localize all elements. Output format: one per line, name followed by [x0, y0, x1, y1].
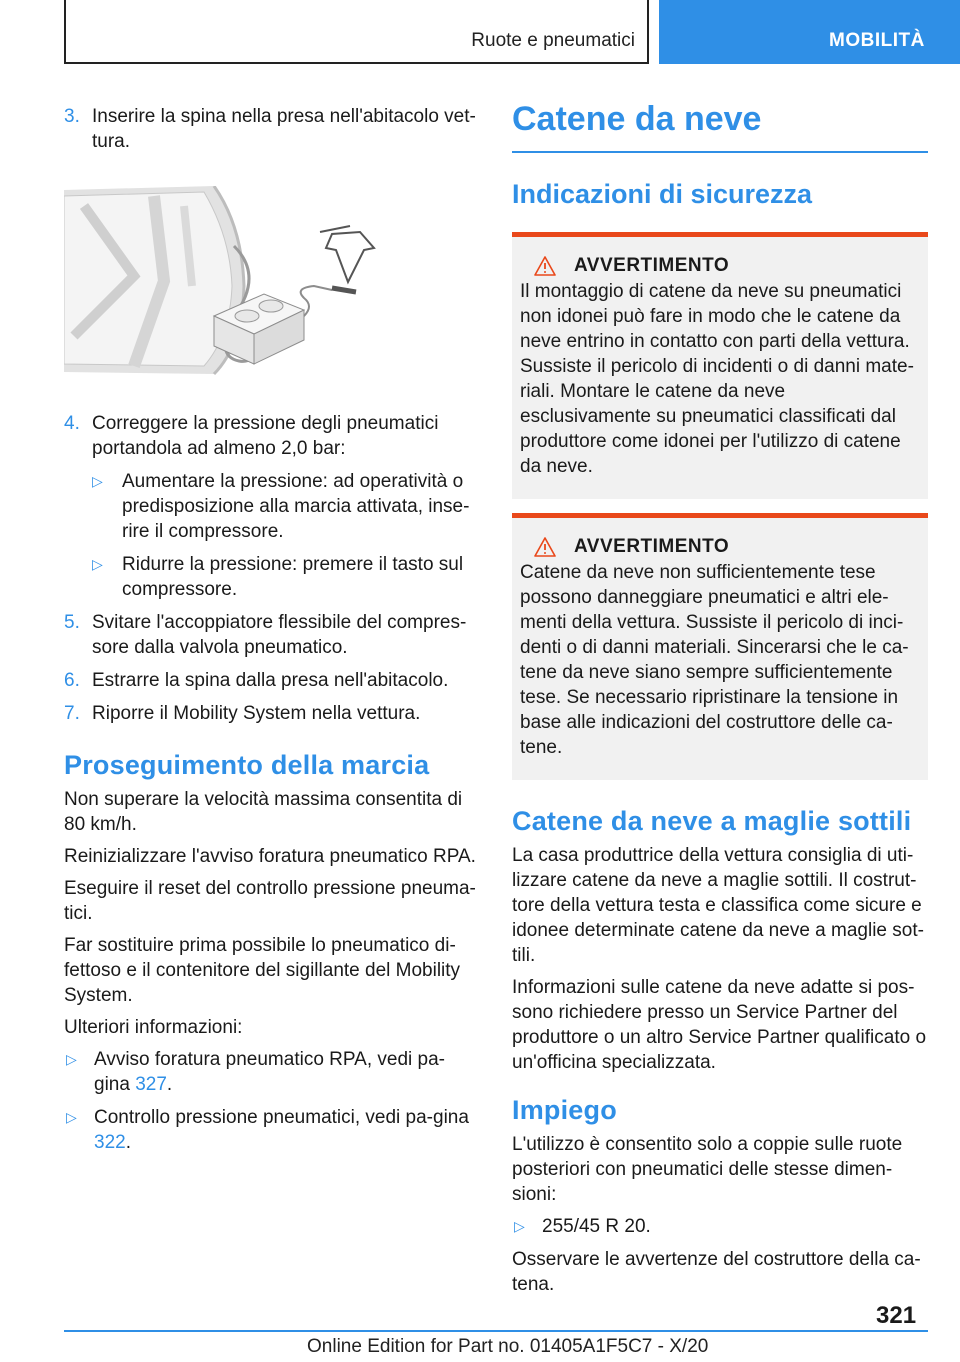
step-7 [64, 701, 480, 726]
footer-divider [64, 1330, 928, 1332]
step-5 [64, 610, 480, 660]
paragraph: L'utilizzo è consentito solo a coppie sulle ruote posteriori con pneumatici delle stesse dimen-sioni: [512, 1134, 903, 1205]
page-title: Catene da neve [512, 100, 928, 153]
page-link-322[interactable]: 322 [94, 1132, 126, 1153]
page-number: 321 [876, 1302, 917, 1329]
step-4 [64, 411, 480, 461]
paragraph: Osservare le avvertenze del costruttore della ca-tena. [512, 1249, 921, 1295]
step-text: Riporre il Mobility System nella vettura. [92, 703, 421, 724]
warning-triangle-icon [534, 256, 556, 276]
reference-suffix: . [125, 1132, 131, 1153]
paragraph: Eseguire il reset del controllo pressione pneuma-tici. [64, 878, 476, 924]
step-number: 4. [64, 413, 80, 434]
tire-size-item [512, 1214, 928, 1239]
right-column [512, 100, 928, 1304]
footer-edition: Online Edition for Part no. 01405A1F5C7 - X/20 [307, 1336, 709, 1357]
warning-triangle-icon [534, 537, 556, 557]
triangle-bullet-icon: ▷ [66, 1109, 77, 1125]
triangle-bullet-icon: ▷ [514, 1218, 525, 1234]
header-chapter-title: MOBILITÀ [829, 30, 925, 51]
section-heading-continue-driving: Proseguimento della marcia [64, 750, 430, 780]
warning-title: AVVERTIMENTO [574, 536, 730, 557]
step-4-sub-decrease [64, 552, 480, 602]
paragraph: Reinizializzare l'avviso foratura pneumatico RPA. [64, 846, 476, 867]
left-column [64, 104, 480, 1163]
reference-text: Controllo pressione pneumatici, vedi pa-gina [94, 1107, 469, 1128]
page-link-327[interactable]: 327 [135, 1074, 167, 1095]
sub-item-text: Ridurre la pressione: premere il tasto sul compressore. [122, 554, 464, 600]
triangle-bullet-icon: ▷ [92, 556, 103, 572]
step-number: 7. [64, 703, 80, 724]
paragraph: Far sostituire prima possibile lo pneumatico di-fettoso e il contenitore del sigillante del Mobility System. [64, 935, 461, 1006]
tire-size-text: 255/45 R 20. [542, 1216, 651, 1237]
step-number: 3. [64, 106, 80, 127]
step-text: Estrarre la spina dalla presa nell'abitacolo. [92, 670, 449, 691]
step-text: Svitare l'accoppiatore flessibile del compres-sore dalla valvola pneumatico. [92, 612, 467, 658]
sub-item-text: Aumentare la pressione: ad operatività o predisposizione alla marcia attivata, inse-rire il compressore. [122, 471, 470, 542]
triangle-bullet-icon: ▷ [92, 473, 103, 489]
reference-rpa [64, 1047, 480, 1097]
reference-text: Avviso foratura pneumatico RPA, vedi pa-gina [94, 1049, 445, 1095]
step-text: Inserire la spina nella presa nell'abitacolo vet-tura. [92, 106, 476, 152]
header-chapter [659, 0, 960, 64]
section-heading-usage: Impiego [512, 1095, 617, 1125]
warning-text: Il montaggio di catene da neve su pneumatici non idonei può fare in modo che le catene da neve entrino in contatto con parti della vettura. Sussiste il pericolo di incidenti o di danni mate-riali. Montare le catene da neve esclusivamente su pneumatici classificati dal produttore come idonei per l'utilizzo di catene da neve. [520, 281, 914, 477]
triangle-bullet-icon: ▷ [66, 1051, 77, 1067]
header-section-title: Ruote e pneumatici [471, 30, 635, 51]
warning-text: Catene da neve non sufficientemente tese possono danneggiare pneumatici e altri ele-menti della vettura. Sussiste il pericolo di inci-denti o di danni materiali. Sincerarsi che le ca-tene da neve siano sempre sufficientemente tese. Se necessario ripristinare la tensione in base alle indicazioni del costruttore delle ca-tene. [520, 562, 909, 758]
warning-box-2 [512, 513, 928, 780]
warning-title: AVVERTIMENTO [574, 255, 730, 276]
section-heading-fine-chains: Catene da neve a maglie sottili [512, 806, 912, 836]
header-section [64, 0, 649, 64]
paragraph: La casa produttrice della vettura consiglia di uti-lizzare catene da neve a maglie sottili. Il costrut-tore della vettura testa e classifica come sicure e idonee determinate catene da neve a maglie sot-tili. [512, 845, 924, 966]
step-4-sub-increase [64, 469, 480, 544]
step-number: 6. [64, 670, 80, 691]
paragraph: Informazioni sulle catene da neve adatte si pos-sono richiedere presso un Service Partner del produttore o un altro Service Partner qualificato o un'officina specializzata. [512, 977, 927, 1073]
step-6 [64, 668, 480, 693]
section-heading-safety: Indicazioni di sicurezza [512, 179, 813, 209]
step-number: 5. [64, 612, 80, 633]
reference-pressure-control [64, 1105, 480, 1155]
paragraph: Ulteriori informazioni: [64, 1017, 243, 1038]
reference-suffix: . [166, 1074, 173, 1095]
step-text: Correggere la pressione degli pneumatici portandola ad almeno 2,0 bar: [92, 413, 439, 459]
paragraph: Non superare la velocità massima consentita di 80 km/h. [64, 789, 463, 835]
warning-box-1 [512, 232, 928, 499]
compressor-illustration [64, 186, 480, 376]
step-3 [64, 104, 480, 154]
